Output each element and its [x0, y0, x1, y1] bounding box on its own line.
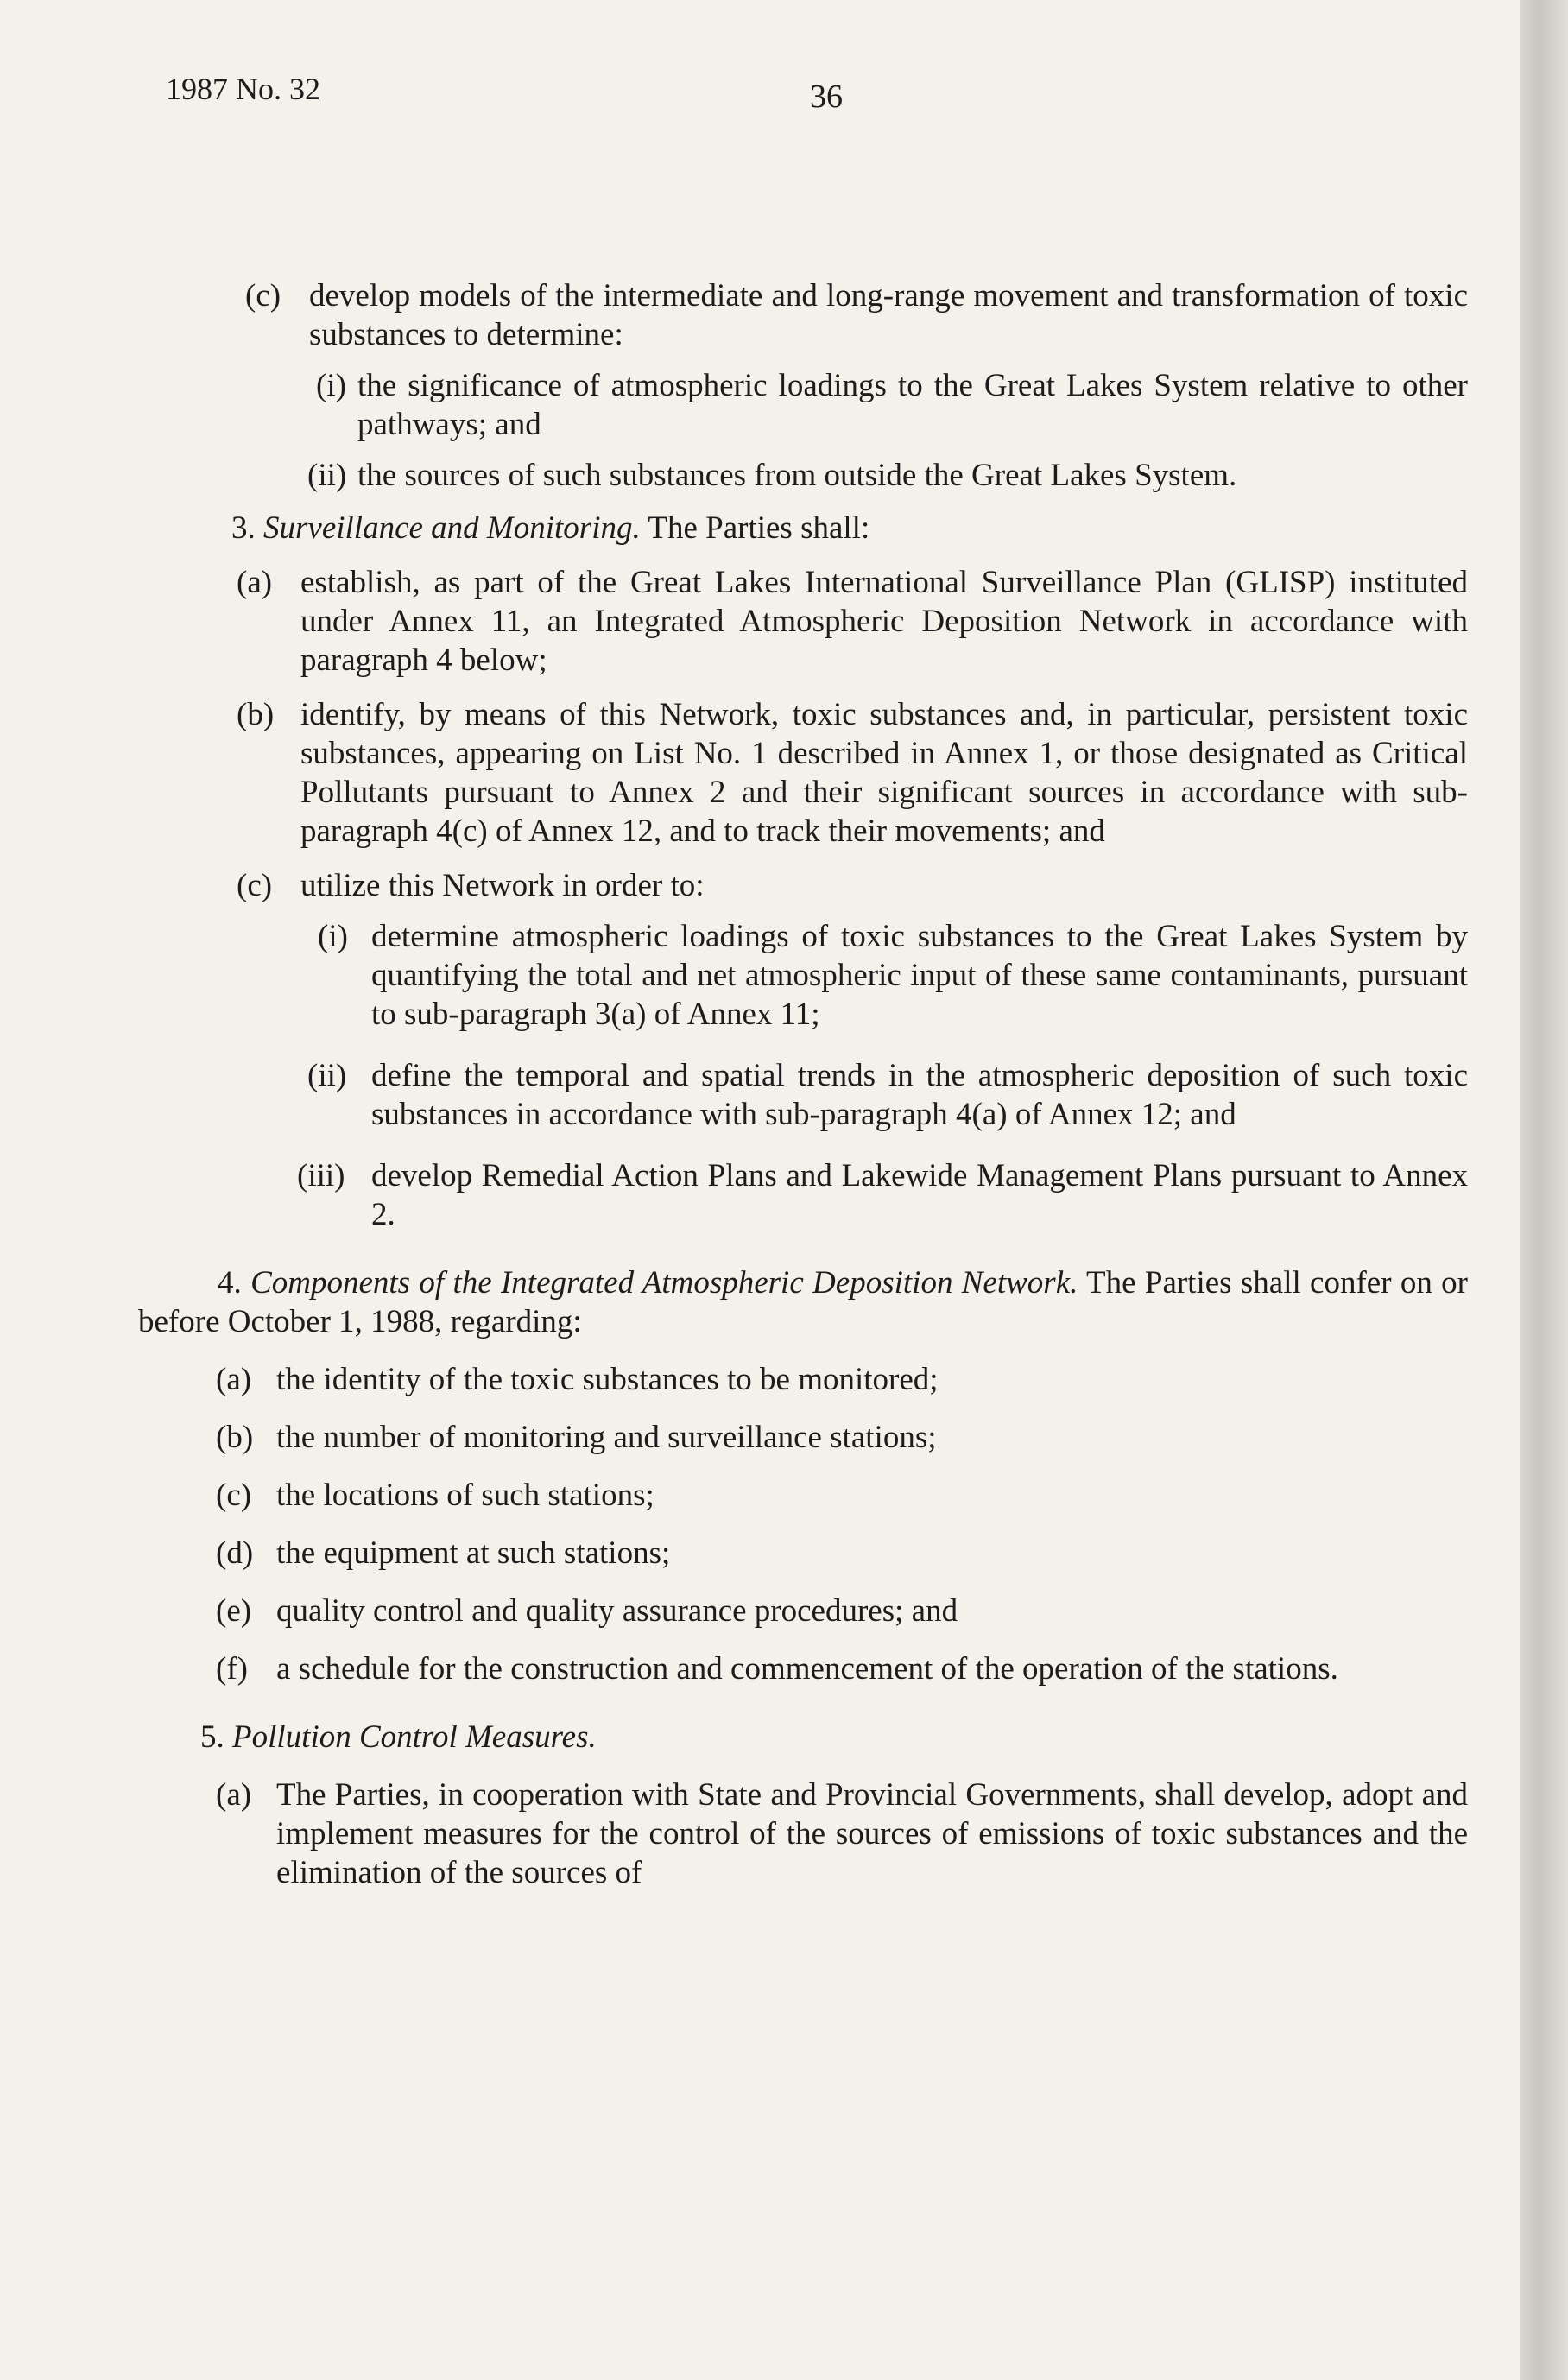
item-text: a schedule for the construction and commencement of the operation of the stations. — [276, 1651, 1338, 1687]
page-edge — [1520, 0, 1568, 2380]
item-label: (b) — [237, 697, 275, 732]
item-label: (b) — [216, 1420, 254, 1455]
item-label: (f) — [216, 1651, 248, 1687]
item-text: the number of monitoring and surveillance stations; — [276, 1420, 937, 1455]
section-heading: Pollution Control Measures. — [232, 1719, 597, 1755]
section-3-subitem-ii — [138, 1056, 1468, 1134]
section-3-item-c — [138, 866, 1468, 905]
paragraph-label: (c) — [245, 278, 281, 313]
item-text: the locations of such stations; — [276, 1478, 654, 1513]
subitem-label: (i) — [318, 919, 348, 954]
section-4-item-e — [138, 1592, 1468, 1630]
item-label: (e) — [216, 1593, 252, 1629]
subitem-text: the sources of such substances from outside the Great Lakes System. — [357, 458, 1237, 493]
subitem-label: (iii) — [297, 1158, 345, 1193]
subitem-label: (i) — [316, 368, 346, 403]
section-3-subitem-iii — [138, 1156, 1468, 1234]
section-number: 3. — [231, 510, 256, 546]
section-4-item-b — [138, 1418, 1468, 1457]
section-heading: Components of the Integrated Atmospheric Deposition Network. — [250, 1265, 1078, 1301]
subitem-text: define the temporal and spatial trends in the atmospheric deposition of such toxic substances in accordance with sub-paragraph 4(a) of Annex 12; and — [371, 1058, 1468, 1132]
section-5-item-a — [138, 1776, 1468, 1892]
subitem-label: (ii) — [307, 1058, 347, 1093]
item-text: quality control and quality assurance procedures; and — [276, 1593, 958, 1629]
item-label: (c) — [237, 868, 273, 903]
subitem-text: develop Remedial Action Plans and Lakewide Management Plans pursuant to Annex 2. — [371, 1158, 1468, 1232]
page-content — [138, 276, 1468, 1892]
section-4-item-c — [138, 1476, 1468, 1515]
item-label: (c) — [216, 1478, 252, 1513]
section-intro: The Parties shall: — [648, 510, 870, 546]
section-4-item-d — [138, 1534, 1468, 1573]
section-heading: Surveillance and Monitoring. — [263, 510, 641, 546]
subitem-text: the significance of atmospheric loadings to the Great Lakes System relative to other pathways; and — [357, 368, 1468, 442]
item-text: utilize this Network in order to: — [300, 868, 705, 903]
item-label: (a) — [237, 565, 273, 600]
item-text: The Parties, in cooperation with State and Provincial Governments, shall develop, adopt and implement measures for the control of the sources of emissions of toxic substances and the elimination of the sources of — [276, 1777, 1468, 1890]
item-text: the equipment at such stations; — [276, 1535, 671, 1571]
section-number: 5. — [200, 1719, 224, 1755]
section-5-heading — [200, 1718, 1468, 1757]
section-4-item-a — [138, 1360, 1468, 1399]
item-label: (d) — [216, 1535, 254, 1571]
section-3-heading — [231, 509, 1468, 548]
subitem-i — [138, 366, 1468, 444]
page-number: 36 — [810, 79, 843, 115]
paragraph-text: develop models of the intermediate and long-range movement and transformation of toxic substances to determine: — [309, 278, 1468, 352]
section-3-subitem-i — [138, 917, 1468, 1034]
item-label: (a) — [216, 1777, 252, 1813]
header-statute: 1987 No. 32 — [166, 72, 320, 106]
subitem-text: determine atmospheric loadings of toxic substances to the Great Lakes System by quantifying the total and net atmospheric input of these same contaminants, pursuant to sub-paragraph 3(a) of Annex 11; — [371, 919, 1468, 1032]
section-4-item-f — [138, 1649, 1468, 1688]
item-label: (a) — [216, 1362, 252, 1397]
section-number: 4. — [218, 1265, 242, 1301]
section-4-paragraph — [138, 1263, 1468, 1341]
item-text: establish, as part of the Great Lakes International Surveillance Plan (GLISP) instituted under Annex 11, an Integrated Atmospheric Deposition Network in accordance with paragraph 4 below; — [300, 565, 1468, 678]
item-text: the identity of the toxic substances to be monitored; — [276, 1362, 939, 1397]
item-text: identify, by means of this Network, toxic substances and, in particular, persistent toxic substances, appearing on List No. 1 described in Annex 1, or those designated as Critical Pollutants pursuant to Annex 2 and their significant sources in accordance with sub-paragraph 4(c) of Annex 12, and to track their movements; and — [300, 697, 1468, 849]
subitem-label: (ii) — [307, 458, 347, 493]
section-intro: The Parties shall confer on or before October 1, 1988, regarding: — [138, 1265, 1468, 1339]
section-3-item-b — [138, 695, 1468, 851]
paragraph-c — [138, 276, 1468, 354]
section-3-item-a — [138, 563, 1468, 680]
subitem-ii — [138, 456, 1468, 495]
